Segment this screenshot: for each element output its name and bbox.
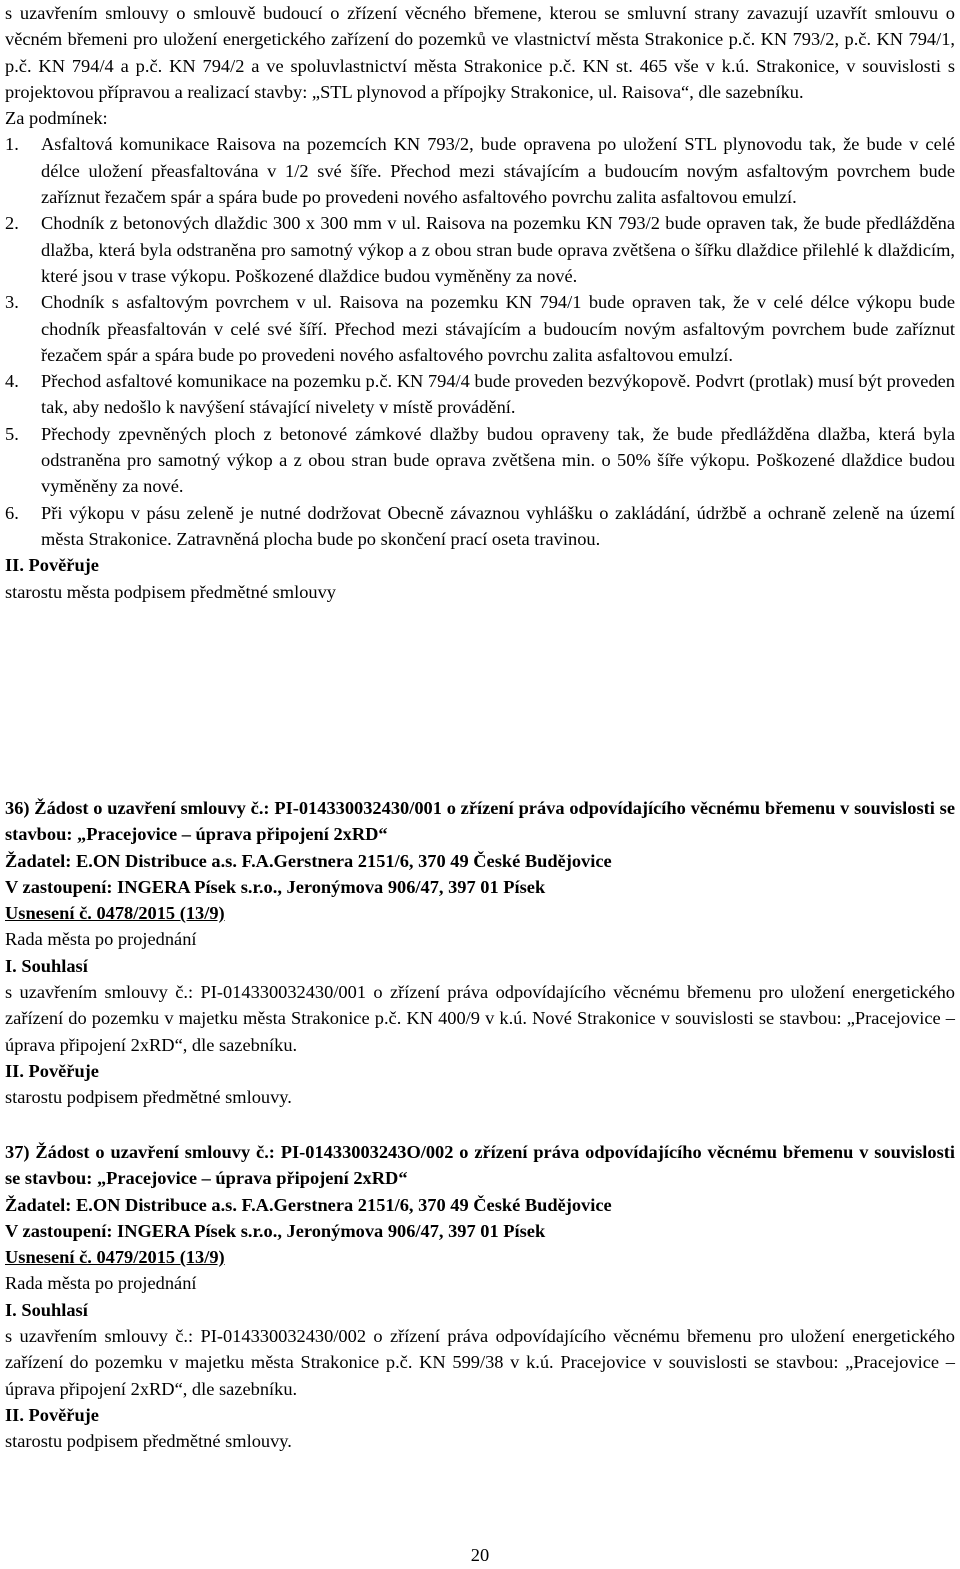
item-36-applicant: Žadatel: E.ON Distribuce a.s. F.A.Gerstnera 2151/6, 370 49 České Budějovice	[5, 850, 612, 871]
page-number: 20	[470, 1545, 490, 1565]
lead-paragraph: s uzavřením smlouvy o smlouvě budoucí o zřízení věcného břemene, kterou se smluvní strany zavazují uzavřít smlouvu o věcném břemeni pro uložení energetického zařízení do pozemků ve vlastnictví města Strakonice p.č. KN 793/2, p.č. KN 794/1, p.č. KN 794/4 a p.č. KN 794/2 a ve spoluvlastnictví města Strakonice p.č. KN st. 465 vše v k.ú. Strakonice, v souvislosti s projektovou přípravou a realizací stavby: „STL plynovod a přípojky Strakonice, ul. Raisova“, dle sazebníku.	[5, 3, 955, 102]
item-36-poveruje-text: starostu podpisem předmětné smlouvy.	[5, 1087, 292, 1108]
condition-number: 3.	[5, 292, 19, 313]
item-36-section	[5, 795, 955, 1111]
item-36-souhlasi-heading: I. Souhlasí	[5, 955, 88, 976]
condition-number: 1.	[5, 134, 19, 155]
conditions-list	[5, 131, 955, 552]
item-37-resolution: Usnesení č. 0479/2015 (13/9)	[5, 1247, 225, 1268]
condition-item	[5, 421, 955, 500]
lead-section	[5, 0, 955, 605]
item-37-section	[5, 1139, 955, 1455]
condition-text: Přechod asfaltové komunikace na pozemku p.č. KN 794/4 bude proveden bezvýkopově. Podvrt (protlak) musí být proveden tak, aby nedošlo k navýšení stávající nivelety v místě provádění.	[41, 371, 955, 418]
item-36-resolution: Usnesení č. 0478/2015 (13/9)	[5, 903, 225, 924]
condition-item	[5, 368, 955, 421]
item-36-souhlasi-text: s uzavřením smlouvy č.: PI-014330032430/001 o zřízení práva odpovídajícího věcnému břemenu pro uložení energetického zařízení do pozemku v majetku města Strakonice p.č. KN 400/9 v k.ú. Nové Strakonice v souvislosti se stavbou: „Pracejovice – úprava připojení 2xRD“, dle sazebníku.	[5, 982, 955, 1055]
poveruje-heading: II. Pověřuje	[5, 555, 99, 576]
item-37-heading: 37) Žádost o uzavření smlouvy č.: PI-01433003243O/002 o zřízení práva odpovídajícího věcnému břemenu v souvislosti se stavbou: „Pracejovice – úprava připojení 2xRD“	[5, 1142, 955, 1189]
item-36-representative: V zastoupení: INGERA Písek s.r.o., Jeronýmova 906/47, 397 01 Písek	[5, 876, 546, 897]
condition-item	[5, 210, 955, 289]
condition-item	[5, 500, 955, 553]
item-37-souhlasi-heading: I. Souhlasí	[5, 1299, 88, 1320]
item-37-applicant: Žadatel: E.ON Distribuce a.s. F.A.Gerstnera 2151/6, 370 49 České Budějovice	[5, 1194, 612, 1215]
condition-text: Při výkopu v pásu zeleně je nutné dodržovat Obecně závaznou vyhlášku o zakládání, údržbě a ochraně zeleně na území města Strakonice. Zatravněná plocha bude po skončení prací oseta travinou.	[41, 502, 955, 549]
item-37-poveruje-text: starostu podpisem předmětné smlouvy.	[5, 1431, 292, 1452]
condition-text: Asfaltová komunikace Raisova na pozemcích KN 793/2, bude opravena po uložení STL plynovodu tak, že bude v celé délce uložení přeasfaltována v 1/2 své šíře. Přechod mezi stávajícím a budoucím novým asfaltovým povrchem bude zaříznut řezačem spár a spára bude po provedeni nového asfaltového povrchu zalita asfaltovou emulzí.	[41, 134, 955, 208]
condition-item	[5, 131, 955, 210]
item-36-poveruje-heading: II. Pověřuje	[5, 1060, 99, 1081]
item-36-council: Rada města po projednání	[5, 929, 197, 950]
condition-number: 6.	[5, 502, 19, 523]
condition-text: Chodník z betonových dlaždic 300 x 300 mm v ul. Raisova na pozemku KN 793/2 bude opraven tak, že bude předlážděna dlažba, která byla odstraněna pro samotný výkop a z obou stran bude oprava zvětšena o šířku dlaždice přilehlé k dlaždicím, které jsou v trase výkopu. Poškozené dlaždice budou vyměněny za nové.	[41, 213, 955, 286]
condition-text: Přechody zpevněných ploch z betonové zámkové dlažby budou opraveny tak, že bude předlážděna dlažba, která byla odstraněna pro samotný výkop a z obou stran bude oprava zvětšena min. o 50% šíře výkopu. Poškozené dlaždice budou vyměněny za nové.	[41, 423, 955, 497]
condition-item	[5, 289, 955, 368]
condition-text: Chodník s asfaltovým povrchem v ul. Raisova na pozemku KN 794/1 bude opraven tak, že v celé délce výkopu bude chodník přeasfaltován v celé své šíří. Přechod mezi stávajícím a budoucím novým asfaltovým povrchem bude zaříznut řezačem spár a spára bude po provedeni nového asfaltového povrchu zalita asfaltovou emulzí.	[41, 292, 955, 365]
item-37-council: Rada města po projednání	[5, 1273, 197, 1294]
conditions-label: Za podmínek:	[5, 108, 108, 129]
poveruje-text: starostu města podpisem předmětné smlouvy	[5, 581, 336, 602]
condition-number: 2.	[5, 213, 19, 234]
condition-number: 5.	[5, 423, 19, 444]
condition-number: 4.	[5, 371, 19, 392]
item-37-poveruje-heading: II. Pověřuje	[5, 1404, 99, 1425]
item-37-representative: V zastoupení: INGERA Písek s.r.o., Jeronýmova 906/47, 397 01 Písek	[5, 1220, 546, 1241]
item-37-souhlasi-text: s uzavřením smlouvy č.: PI-014330032430/002 o zřízení práva odpovídajícího věcnému břemenu pro uložení energetického zařízení do pozemku v majetku města Strakonice p.č. KN 599/38 v k.ú. Pracejovice v souvislosti se stavbou: „Pracejovice – úprava připojení 2xRD“, dle sazebníku.	[5, 1326, 955, 1399]
item-36-heading: 36) Žádost o uzavření smlouvy č.: PI-014330032430/001 o zřízení práva odpovídajícího věcnému břemenu v souvislosti se stavbou: „Pracejovice – úprava připojení 2xRD“	[5, 798, 955, 845]
